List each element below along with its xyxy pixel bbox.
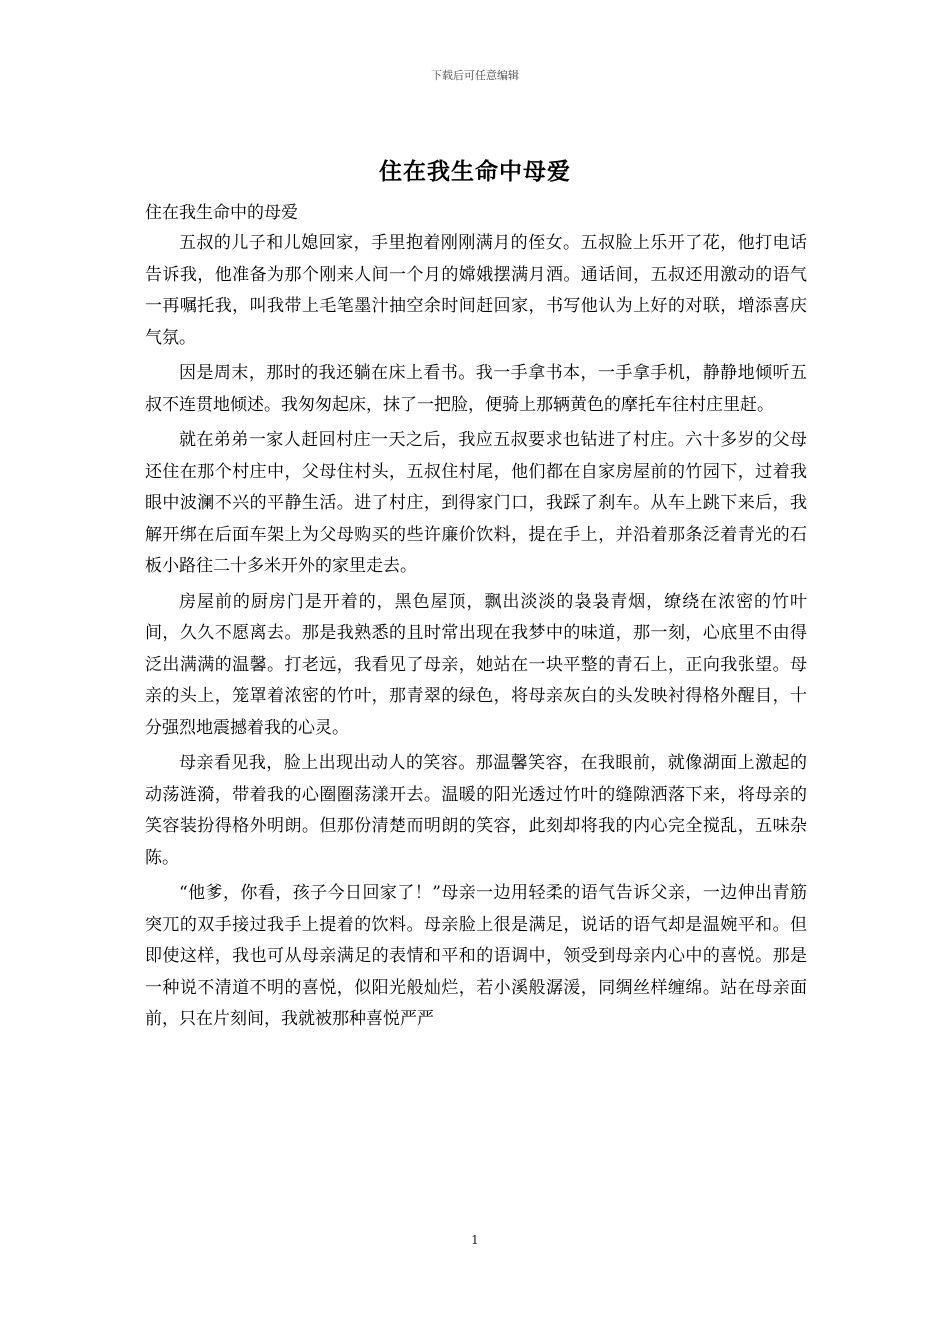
document-subtitle: 住在我生命中的母爱 [145,203,298,223]
paragraph-3: 就在弟弟一家人赶回村庄一天之后，我应五叔要求也钻进了村庄。六十多岁的父母还住在那个村庄中，父母住村头，五叔住村尾，他们都在自家房屋前的竹园下，过着我眼中波澜不兴的平静生活。进了村庄，到得家门口，我踩了刹车。从车上跳下来后，我解开绑在后面车架上为父母购买的些许廉价饮料，提在手上，并沿着那条泛着青光的石板小路往二十多米开外的家里走去。 [145,430,807,576]
page-number: 1 [471,1233,479,1247]
paragraph-6: “他爹，你看，孩子今日回家了！”母亲一边用轻柔的语气告诉父亲，一边伸出青筋突兀的双手接过我手上提着的饮料。母亲脸上很是满足，说话的语气却是温婉平和。但即使这样，我也可从母亲满足的表情和平和的语调中，领受到母亲内心中的喜悦。那是一种说不清道不明的喜悦，似阳光般灿烂，若小溪般潺湲，同绸丝样缠绵。站在母亲面前，只在片刻间，我就被那种喜悦严严 [145,883,807,1029]
paragraph-5: 母亲看见我，脸上出现出动人的笑容。那温馨笑容，在我眼前，就像湖面上激起的动荡涟漪，带着我的心圈圈荡漾开去。温暖的阳光透过竹叶的缝隙洒落下来，将母亲的笑容装扮得格外明朗。但那份清楚而明朗的笑容，此刻却将我的内心完全搅乱，五味杂陈。 [145,753,807,868]
paragraph-1: 五叔的儿子和儿媳回家，手里抱着刚刚满月的侄女。五叔脸上乐开了花，他打电话告诉我，他准备为那个刚来人间一个月的嫦娥摆满月酒。通话间，五叔还用激动的语气一再嘱托我，叫我带上毛笔墨汁抽空余时间赶回家，书写他认为上好的对联，增添喜庆气氛。 [145,233,807,348]
document-title: 住在我生命中母爱 [379,158,571,185]
paragraph-4: 房屋前的厨房门是开着的，黑色屋顶，飘出淡淡的袅袅青烟，缭绕在浓密的竹叶间，久久不愿离去。那是我熟悉的且时常出现在我梦中的味道，那一刻，心底里不由得泛出满满的温馨。打老远，我看见了母亲，她站在一块平整的青石上，正向我张望。母亲的头上，笼罩着浓密的竹叶，那青翠的绿色，将母亲灰白的头发映衬得格外醒目，十分强烈地震撼着我的心灵。 [145,591,807,738]
header-note: 下载后可任意编辑 [431,69,519,82]
document-body [145,198,807,1040]
paragraph-2: 因是周末，那时的我还躺在床上看书。我一手拿书本，一手拿手机，静静地倾听五叔不连贯地倾述。我匆匆起床，抹了一把脸，便骑上那辆黄色的摩托车往村庄里赶。 [145,363,807,415]
